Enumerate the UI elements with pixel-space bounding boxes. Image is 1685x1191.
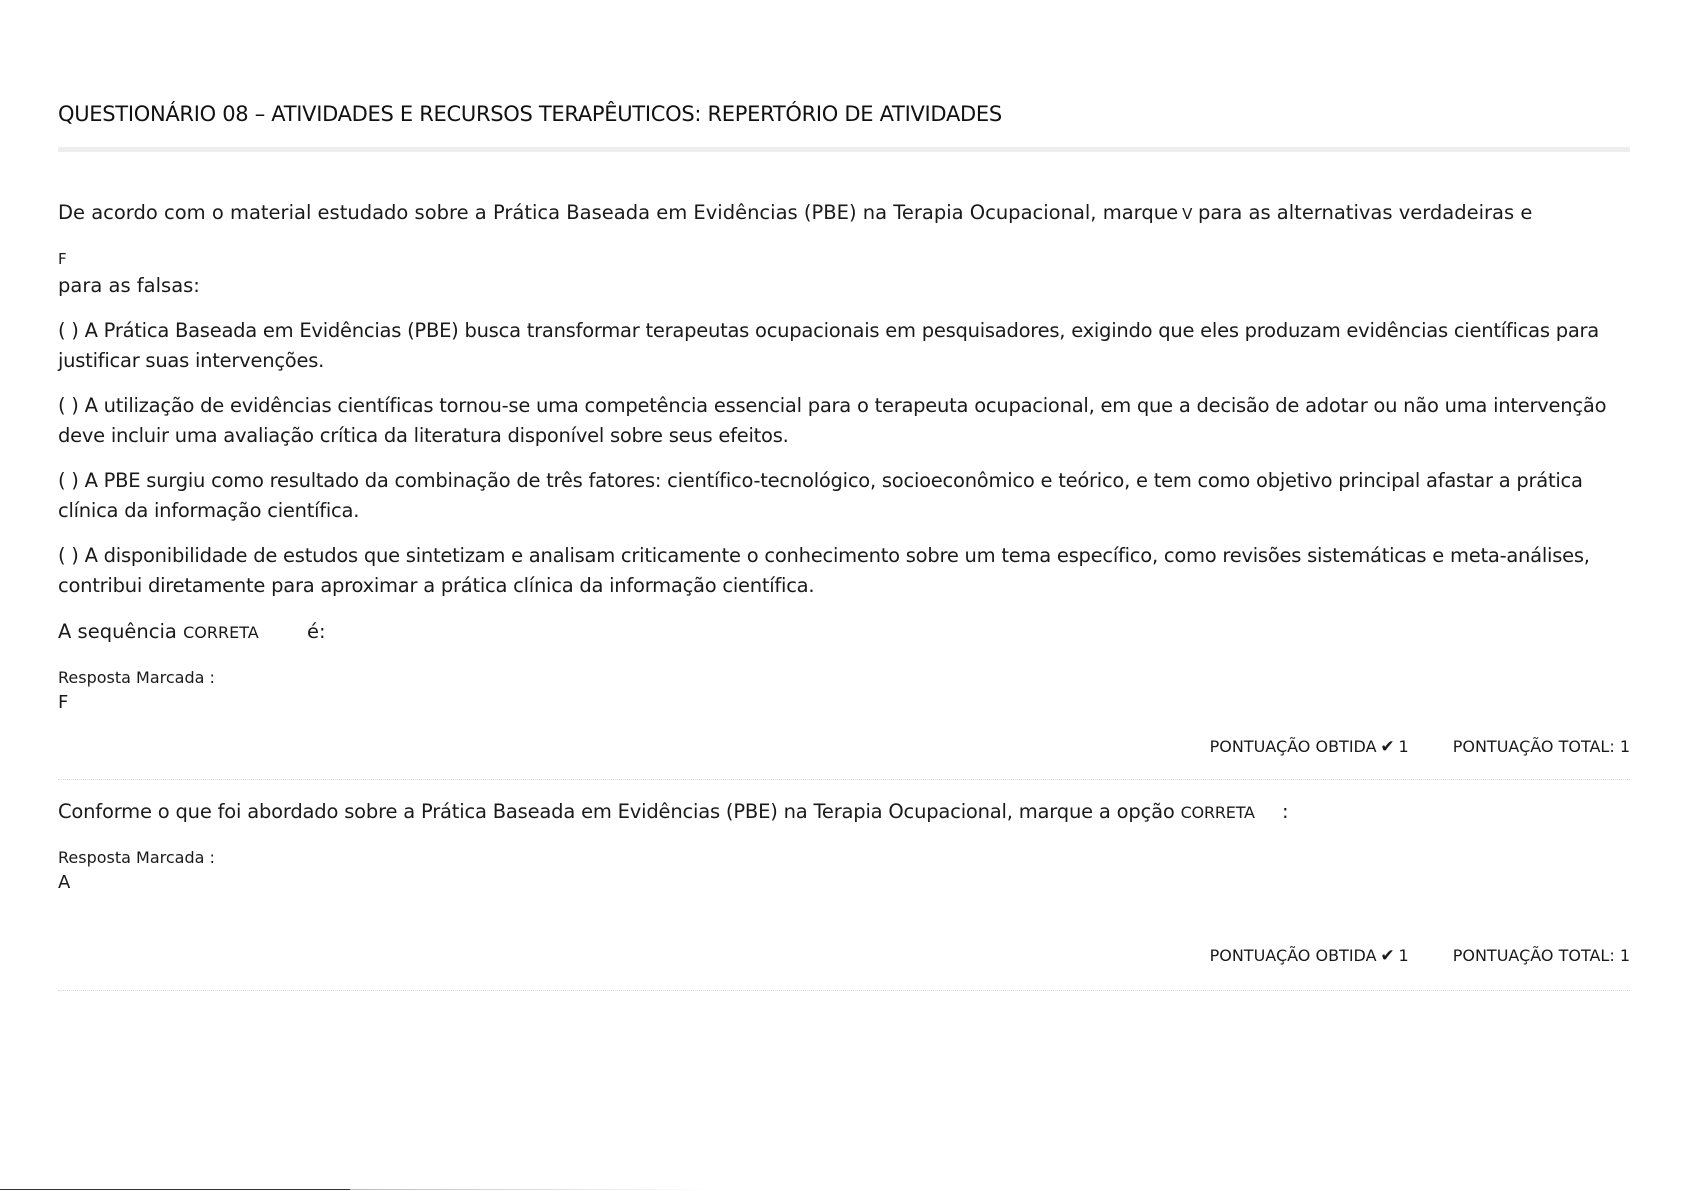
question-1-score-obtained-value: 1 [1398,737,1409,756]
question-1-answer-label: Resposta Marcada : [58,668,215,687]
sequence-prompt-end: é: [307,620,326,643]
check-icon: ✔ [1380,737,1395,757]
question-2-answer-value: A [58,872,71,893]
sequence-prompt [58,620,326,643]
question-1-intro-v: V [1182,205,1193,223]
statement-4: ( ) A disponibilidade de estudos que sintetizam e analisam criticamente o conhecimento sobre um tema específico, como revisões sistemáticas e meta-análises, contribui diretamente para aproximar a prática clínica da informação científica. [58,544,1590,597]
question-2-text-correta: CORRETA [1180,803,1255,822]
check-icon: ✔ [1380,946,1395,966]
question-2-score-obtained-value: 1 [1398,946,1409,965]
statement-2: ( ) A utilização de evidências científicas tornou-se uma competência essencial para o terapeuta ocupacional, em que a decisão de adotar ou não uma intervenção deve incluir uma avaliação crítica da literatura disponível sobre seus efeitos. [58,394,1607,447]
statement-3: ( ) A PBE surgiu como resultado da combinação de três fatores: científico-tecnológico, socioeconômico e teórico, e tem como objetivo principal afastar a prática clínica da informação científica. [58,469,1583,522]
footer-line [0,1189,350,1190]
question-1-answer-value: F [58,692,69,713]
page-title: QUESTIONÁRIO 08 – ATIVIDADES E RECURSOS TERAPÊUTICOS: REPERTÓRIO DE ATIVIDADES [58,102,1002,126]
footer-fade [350,1189,710,1190]
question-divider [58,990,1630,991]
question-2-text-start: Conforme o que foi abordado sobre a Prática Baseada em Evidências (PBE) na Terapia Ocupacional, marque a opção [58,800,1175,823]
question-2-text-end: : [1282,800,1289,823]
question-2-score-obtained-label: PONTUAÇÃO OBTIDA [1209,946,1377,965]
question-1-score-obtained-label: PONTUAÇÃO OBTIDA [1209,737,1377,756]
sequence-prompt-start: A sequência [58,620,177,643]
question-2-score-row [1210,946,1630,966]
question-1-intro-start: De acordo com o material estudado sobre a Prática Baseada em Evidências (PBE) na Terapia Ocupacional, marque [58,201,1179,224]
question-2-answer-label: Resposta Marcada : [58,848,215,867]
question-1-score-row [1210,737,1630,757]
question-2-text [58,800,1289,823]
question-1-intro [58,201,1630,225]
title-divider [58,147,1630,152]
question-1-intro-end: para as alternativas verdadeiras e [1198,201,1533,224]
question-1-score-total: PONTUAÇÃO TOTAL: 1 [1452,737,1630,756]
sequence-prompt-correta: CORRETA [183,623,259,642]
question-1-intro-f: F [58,250,67,268]
statement-1: ( ) A Prática Baseada em Evidências (PBE) busca transformar terapeutas ocupacionais em pesquisadores, exigindo que eles produzam evidências científicas para justificar suas intervenções. [58,319,1599,372]
question-divider [58,779,1630,780]
question-1-intro-falsas: para as falsas: [58,274,200,297]
question-2-score-total: PONTUAÇÃO TOTAL: 1 [1452,946,1630,965]
